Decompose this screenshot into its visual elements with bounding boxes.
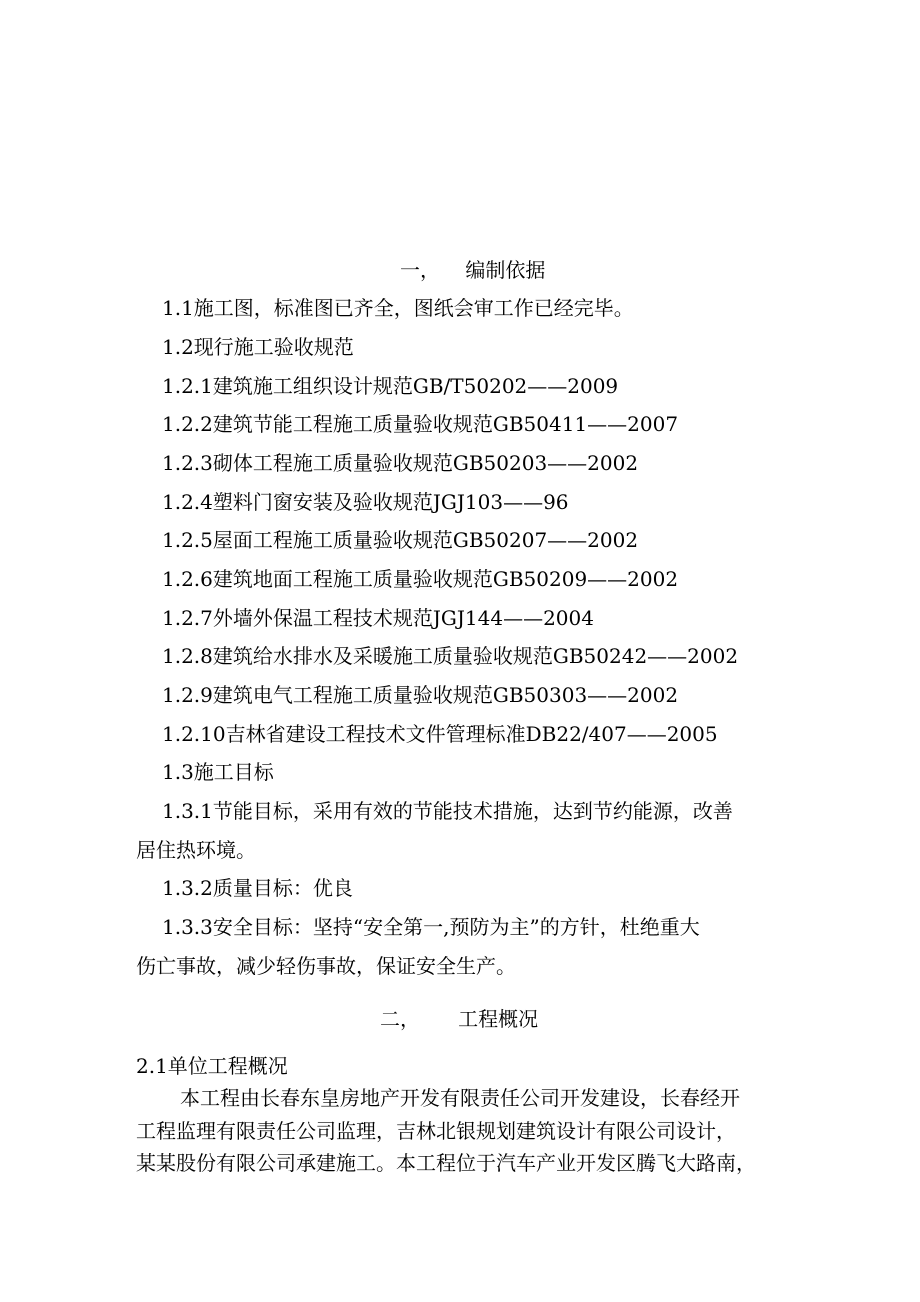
section-1-heading: 一， 编制依据	[400, 258, 546, 282]
item-1-2-9: 1.2.9建筑电气工程施工质量验收规范GB50303——2002	[162, 683, 679, 707]
item-1-2: 1.2现行施工验收规范	[162, 335, 354, 359]
section-2-heading: 二， 工程概况	[380, 1007, 539, 1031]
item-1-2-10: 1.2.10吉林省建设工程技术文件管理标准DB22/407——2005	[162, 722, 718, 746]
paragraph-line-1: 本工程由长春东皇房地产开发有限责任公司开发建设，长春经开	[180, 1086, 740, 1110]
item-1-3-1: 1.3.1节能目标，采用有效的节能技术措施，达到节约能源，改善	[162, 799, 733, 823]
item-1-2-5: 1.2.5屋面工程施工质量验收规范GB50207——2002	[162, 528, 639, 552]
item-1-3-3-continued: 伤亡事故，减少轻伤事故，保证安全生产。	[136, 954, 516, 978]
item-1-2-7: 1.2.7外墙外保温工程技术规范JGJ144——2004	[162, 606, 594, 630]
item-1-2-6: 1.2.6建筑地面工程施工质量验收规范GB50209——2002	[162, 567, 679, 591]
item-1-3-3: 1.3.3安全目标：坚持“安全第一,预防为主”的方针，杜绝重大	[162, 915, 700, 939]
item-1-2-3: 1.2.3砌体工程施工质量验收规范GB50203——2002	[162, 451, 639, 475]
item-1-3-2: 1.3.2质量目标：优良	[162, 876, 353, 900]
item-1-2-4: 1.2.4塑料门窗安装及验收规范JGJ103——96	[162, 490, 569, 514]
item-1-1: 1.1施工图，标准图已齐全，图纸会审工作已经完毕。	[162, 296, 634, 320]
paragraph-line-2: 工程监理有限责任公司监理，吉林北银规划建筑设计有限公司设计，	[136, 1119, 736, 1143]
item-1-3-1-continued: 居住热环境。	[136, 838, 256, 862]
item-1-2-2: 1.2.2建筑节能工程施工质量验收规范GB50411——2007	[162, 412, 679, 436]
item-1-2-8: 1.2.8建筑给水排水及采暖施工质量验收规范GB50242——2002	[162, 644, 739, 668]
paragraph-line-3: 某某股份有限公司承建施工。本工程位于汽车产业开发区腾飞大路南，	[136, 1151, 756, 1175]
section-2-1-subheading: 2.1单位工程概况	[136, 1054, 288, 1078]
item-1-2-1: 1.2.1建筑施工组织设计规范GB/T50202——2009	[162, 374, 619, 398]
item-1-3: 1.3施工目标	[162, 760, 274, 784]
